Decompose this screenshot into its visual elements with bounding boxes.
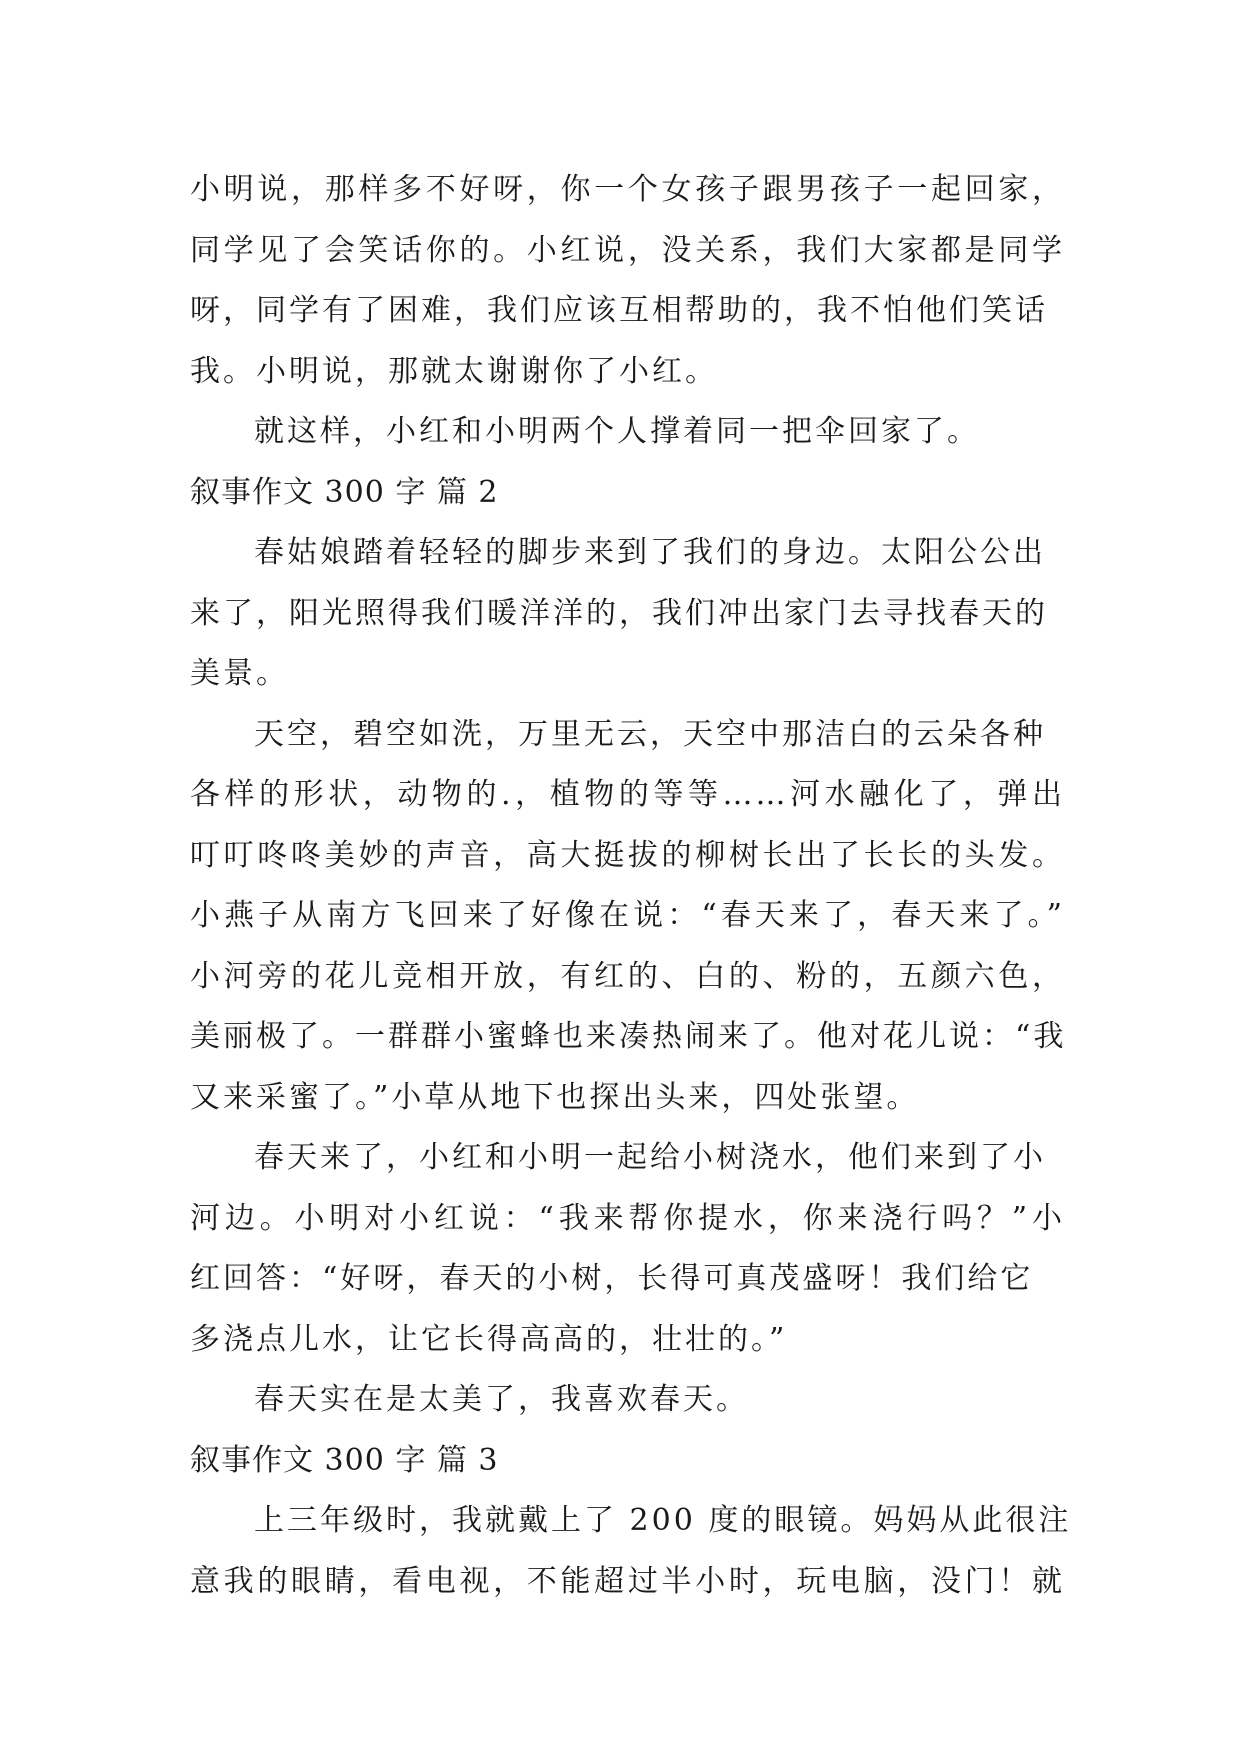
text-line: 各样的形状，动物的.，植物的等等……河水融化了，弹出 [190,777,1065,812]
text-line: 叮叮咚咚美妙的声音，高大挺拔的柳树长出了长长的头发。 [190,837,1065,873]
text-line: 上三年级时，我就戴上了 200 度的眼镜。妈妈从此很注 [254,1503,1072,1538]
text-line: 多浇点儿水，让它长得高高的，壮壮的。” [190,1321,788,1357]
text-line: 小明说，那样多不好呀，你一个女孩子跟男孩子一起回家， [190,172,1065,207]
text-line: 春天实在是太美了，我喜欢春天。 [254,1382,749,1417]
text-line: 呀，同学有了困难，我们应该互相帮助的，我不怕他们笑话 [190,293,1048,328]
section-heading: 叙事作文 300 字 篇 3 [190,1442,499,1478]
text-line: 河边。小明对小红说：“我来帮你提水，你来浇行吗？”小 [190,1200,1065,1236]
text-line: 美丽极了。一群群小蜜蜂也来凑热闹来了。他对花儿说：“我 [190,1019,1067,1054]
text-line: 春天来了，小红和小明一起给小树浇水，他们来到了小 [254,1140,1046,1175]
text-line: 小燕子从南方飞回来了好像在说：“春天来了，春天来了。” [190,898,1065,933]
text-line: 就这样，小红和小明两个人撑着同一把伞回家了。 [254,414,980,449]
text-line: 红回答：“好呀，春天的小树，长得可真茂盛呀！我们给它 [190,1261,1034,1296]
text-line: 我。小明说，那就太谢谢你了小红。 [190,353,718,389]
text-line: 春姑娘踏着轻轻的脚步来到了我们的身边。太阳公公出 [254,535,1046,570]
text-line: 意我的眼睛，看电视，不能超过半小时，玩电脑，没门！就 [190,1563,1065,1599]
text-line: 天空，碧空如洗，万里无云，天空中那洁白的云朵各种 [254,716,1046,752]
document-body [190,160,1072,1612]
text-line: 来了，阳光照得我们暖洋洋的，我们冲出家门去寻找春天的 [190,595,1048,631]
text-line: 同学见了会笑话你的。小红说，没关系，我们大家都是同学 [190,232,1065,268]
text-line: 小河旁的花儿竞相开放，有红的、白的、粉的，五颜六色， [190,958,1065,994]
text-line: 美景。 [190,656,289,691]
text-line: 又来采蜜了。”小草从地下也探出头来，四处张望。 [190,1079,920,1115]
section-heading: 叙事作文 300 字 篇 2 [190,474,499,510]
